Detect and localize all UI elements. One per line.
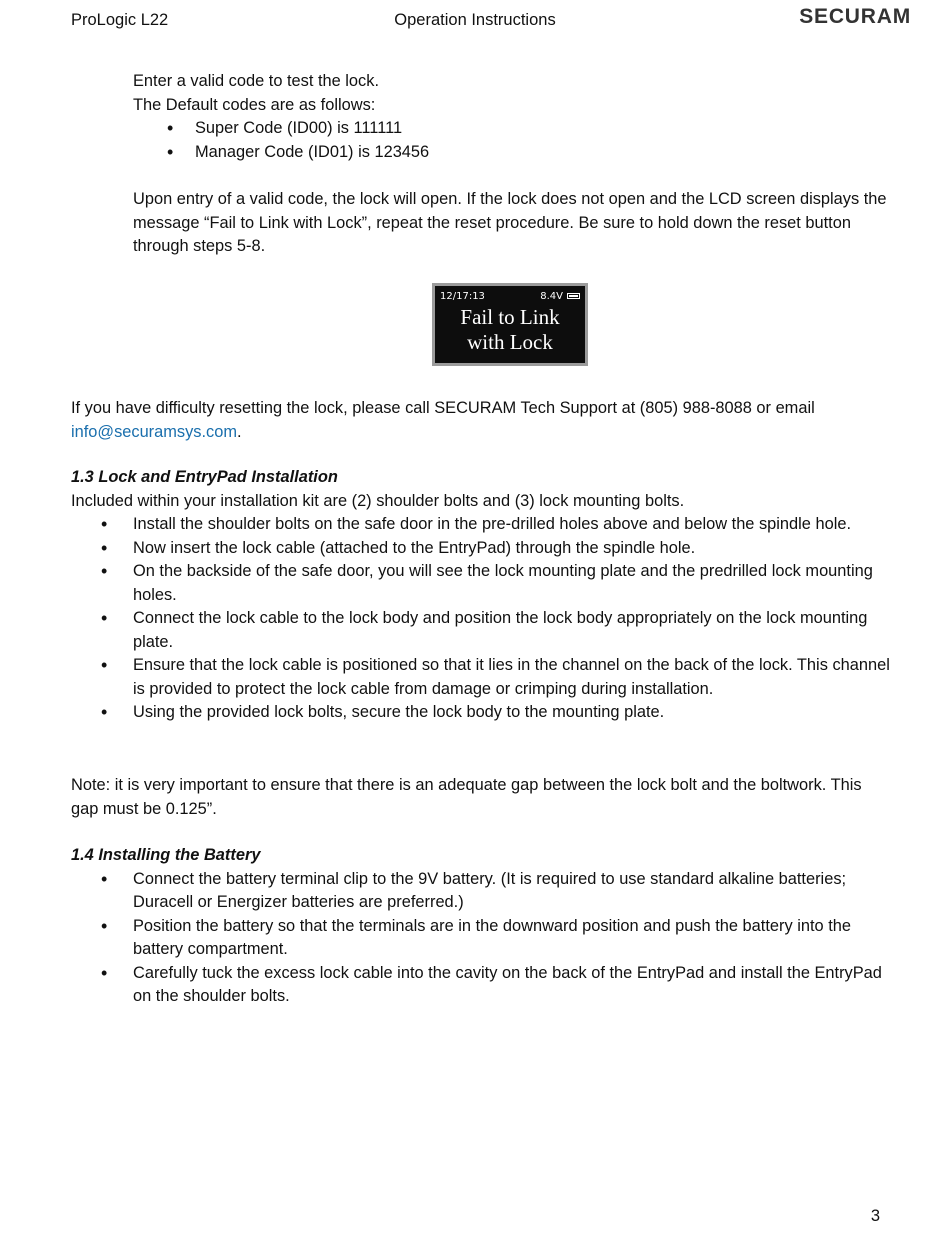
intro-line-2: The Default codes are as follows: xyxy=(133,95,376,114)
support-period: . xyxy=(237,422,242,441)
note-paragraph xyxy=(71,774,871,821)
lcd-screen-image xyxy=(432,283,588,366)
list-item: • Manager Code (ID01) is 123456 xyxy=(133,141,893,165)
battery-steps-list xyxy=(71,868,901,1009)
upon-entry-paragraph xyxy=(133,188,893,259)
default-codes-list xyxy=(133,117,893,164)
list-item: • Using the provided lock bolts, secure the lock body to the mounting plate. xyxy=(71,701,901,725)
installation-steps-list xyxy=(71,513,901,725)
page-number: 3 xyxy=(870,1207,880,1225)
section-1-3 xyxy=(71,466,901,725)
note-text: Note: it is very important to ensure that there is an adequate gap between the lock bolt and the boltwork. This gap must be 0.125”. xyxy=(71,776,862,818)
support-text: If you have difficulty resetting the lock, please call SECURAM Tech Support at (805) 988-8088 or email xyxy=(71,399,815,417)
lcd-voltage: 8.4V xyxy=(540,291,563,302)
support-paragraph xyxy=(71,397,891,444)
lcd-message-line-2: with Lock xyxy=(467,330,553,354)
section-1-3-intro: Included within your installation kit are (2) shoulder bolts and (3) lock mounting bolts. xyxy=(71,491,685,510)
intro-line-1: Enter a valid code to test the lock. xyxy=(133,72,379,90)
lcd-message xyxy=(435,305,585,355)
list-item: • Position the battery so that the terminals are in the downward position and push the battery into the battery compartment. xyxy=(71,915,901,962)
list-item: • Install the shoulder bolts on the safe door in the pre-drilled holes above and below the spindle hole. xyxy=(71,513,901,537)
header-product: ProLogic L22 xyxy=(71,11,169,29)
section-1-4 xyxy=(71,844,901,1009)
section-1-3-title: 1.3 Lock and EntryPad Installation xyxy=(71,468,338,486)
list-item: • On the backside of the safe door, you will see the lock mounting plate and the predrilled lock mounting holes. xyxy=(71,560,901,607)
list-item: • Carefully tuck the excess lock cable into the cavity on the back of the EntryPad and install the EntryPad on the shoulder bolts. xyxy=(71,962,901,1009)
section-1-4-title: 1.4 Installing the Battery xyxy=(71,846,261,864)
upon-entry-text: Upon entry of a valid code, the lock will open. If the lock does not open and the LCD screen displays the message “Fail to Link with Lock”, repeat the reset procedure. Be sure to hold down the reset button through steps 5-8. xyxy=(133,190,887,255)
lcd-time: 12/17:13 xyxy=(440,291,485,302)
list-item: • Connect the battery terminal clip to the 9V battery. (It is required to use standard alkaline batteries; Duracell or Energizer batteries are preferred.) xyxy=(71,868,901,915)
securam-logo: SECURAM xyxy=(799,5,911,28)
intro-block xyxy=(133,70,893,164)
support-email-link[interactable]: info@securamsys.com xyxy=(71,422,238,441)
lcd-message-line-1: Fail to Link xyxy=(460,305,560,329)
header-title: Operation Instructions xyxy=(394,11,556,29)
lcd-display xyxy=(435,286,585,363)
list-item: • Connect the lock cable to the lock body and position the lock body appropriately on the lock mounting plate. xyxy=(71,607,901,654)
list-item: • Now insert the lock cable (attached to the EntryPad) through the spindle hole. xyxy=(71,537,901,561)
list-item: • Ensure that the lock cable is positioned so that it lies in the channel on the back of the lock. This channel is provided to protect the lock cable from damage or crimping during installation. xyxy=(71,654,901,701)
battery-icon xyxy=(567,293,580,299)
list-item: • Super Code (ID00) is 111111 xyxy=(133,117,893,141)
